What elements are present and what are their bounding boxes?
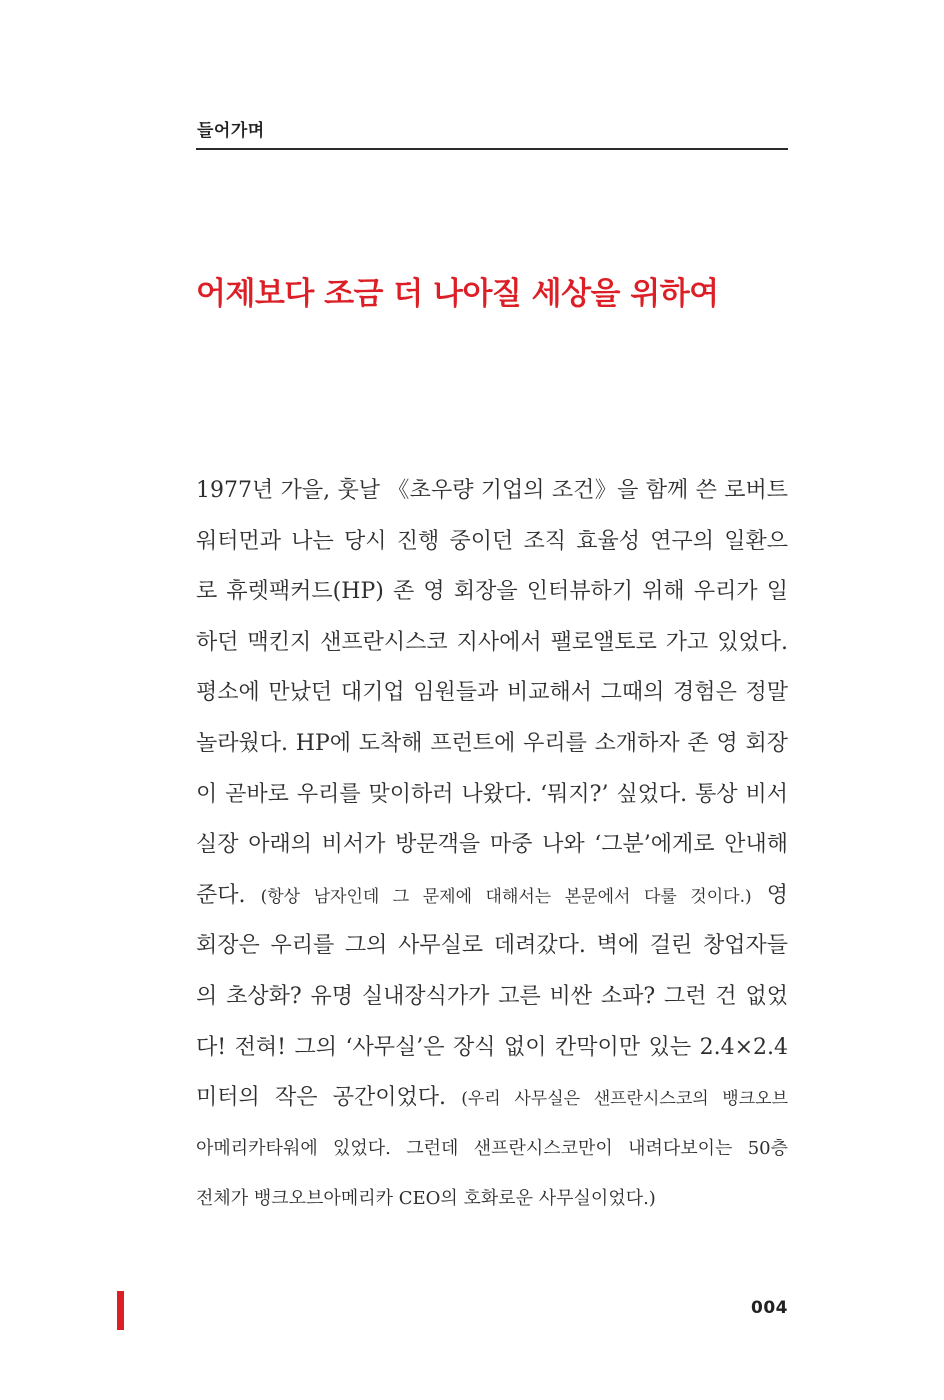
section-label: 들어가며 [197, 121, 265, 141]
body-line: 놀라웠다. HP에 도착해 프런트에 우리를 소개하자 존 영 회장 [196, 730, 788, 756]
parenthetical-note: (우리 사무실은 샌프란시스코의 뱅크오브 [461, 1089, 788, 1110]
chapter-title: 어제보다 조금 더 나아질 세상을 위하여 [196, 276, 719, 312]
body-text-fragment: 미터의 작은 공간이었다. [196, 1085, 446, 1111]
body-line: 회장은 우리를 그의 사무실로 데려갔다. 벽에 걸린 창업자들 [196, 933, 788, 959]
page-accent-bar [117, 1291, 124, 1330]
body-line: 의 초상화? 유명 실내장식가가 고른 비싼 소파? 그런 건 없었 [196, 983, 788, 1009]
body-line: 워터먼과 나는 당시 진행 중이던 조직 효율성 연구의 일환으 [196, 528, 788, 554]
body-note-line: 전체가 뱅크오브아메리카 CEO의 호화로운 사무실이었다.) [196, 1188, 656, 1210]
body-line-with-note [196, 871, 788, 922]
page-number: 004 [751, 1298, 788, 1318]
body-note-line: 아메리카타워에 있었다. 그런데 샌프란시스코만이 내려다보이는 50층 [196, 1137, 788, 1159]
body-text-fragment: 준다. [196, 882, 246, 908]
body-line: 실장 아래의 비서가 방문객을 마중 나와 ‘그분’에게로 안내해 [196, 832, 788, 858]
body-line: 하던 맥킨지 샌프란시스코 지사에서 팰로앨토로 가고 있었다. [196, 629, 788, 655]
body-line: 로 휴렛팩커드(HP) 존 영 회장을 인터뷰하기 위해 우리가 일 [196, 579, 788, 605]
parenthetical-note: (항상 남자인데 그 문제에 대해서는 본문에서 다룰 것이다.) [260, 886, 752, 907]
body-line: 이 곧바로 우리를 맞이하러 나왔다. ‘뭐지?’ 싶었다. 통상 비서 [196, 781, 788, 807]
body-text [196, 466, 788, 1225]
body-line-with-note [196, 1073, 788, 1124]
header-divider [196, 148, 788, 150]
body-line: 다! 전혀! 그의 ‘사무실’은 장식 없이 칸막이만 있는 2.4×2.4 [196, 1034, 788, 1060]
body-line: 1977년 가을, 훗날 《초우량 기업의 조건》을 함께 쓴 로버트 [196, 478, 788, 503]
body-text-fragment: 영 [766, 882, 788, 908]
body-line: 평소에 만났던 대기업 임원들과 비교해서 그때의 경험은 정말 [196, 680, 788, 706]
